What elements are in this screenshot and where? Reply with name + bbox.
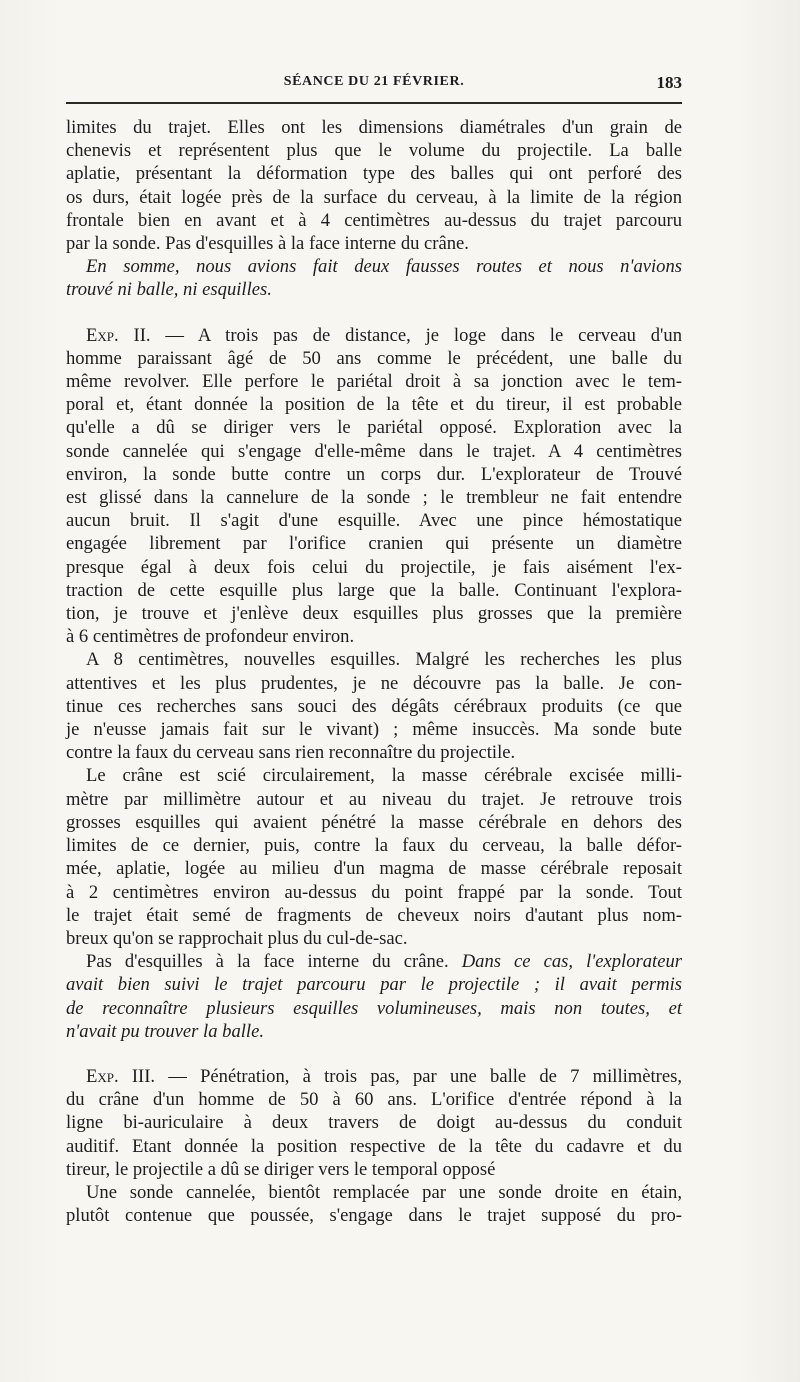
text-line: tion, je trouve et j'enlève deux esquilles plus grosses que la première: [66, 603, 682, 625]
text-line: limites de ce dernier, puis, contre la faux du cerveau, la balle défor-: [66, 835, 682, 857]
body-text: [66, 116, 682, 1227]
text-line: sonde cannelée qui s'engage d'elle-même dans le trajet. A 4 centimètres: [66, 440, 682, 462]
italic-line: avait bien suivi le trajet parcouru par le projectile ; il avait permis: [66, 974, 682, 996]
text-line: ligne bi-auriculaire à deux travers de doigt au-dessus du conduit: [66, 1112, 682, 1134]
text-line: environ, la sonde butte contre un corps dur. L'explorateur de Trouvé: [66, 463, 682, 485]
text-line: est glissé dans la cannelure de la sonde ; le trembleur ne fait entendre: [66, 487, 682, 509]
text-line: homme paraissant âgé de 50 ans comme le précédent, une balle du: [66, 347, 682, 369]
text-line: poral et, étant donnée la position de la tête et du tireur, il est probable: [66, 394, 682, 416]
conclusion-line: En somme, nous avions fait deux fausses routes et nous n'avions: [86, 256, 682, 278]
running-head: SÉANCE DU 21 FÉVRIER.: [283, 74, 465, 89]
text-line: Une sonde cannelée, bientôt remplacée par une sonde droite en étain,: [86, 1181, 682, 1203]
text-line: du crâne d'un homme de 50 à 60 ans. L'orifice d'entrée répond à la: [66, 1089, 682, 1111]
text-line: plutôt contenue que poussée, s'engage dans le trajet supposé du pro-: [66, 1205, 682, 1227]
italic-line: de reconnaître plusieurs esquilles volumineuses, mais non toutes, et: [66, 997, 682, 1019]
text-line: mée, aplatie, logée au milieu d'un magma de masse cérébrale reposait: [66, 858, 682, 880]
text-line: limites du trajet. Elles ont les dimensions diamétrales d'un grain de: [66, 117, 682, 138]
text-line: chenevis et représentent plus que le volume du projectile. La balle: [66, 140, 682, 162]
text-line: Le crâne est scié circulairement, la masse cérébrale excisée milli-: [86, 765, 682, 787]
text-line: le trajet était semé de fragments de cheveux noirs d'autant plus nom-: [66, 904, 682, 926]
text-line: attentives et les plus prudentes, je ne découvre pas la balle. Je con-: [66, 672, 682, 694]
text-line: A 8 centimètres, nouvelles esquilles. Malgré les recherches les plus: [86, 649, 682, 671]
text-line: breux qu'on se rapprochait plus du cul-de-sac.: [66, 927, 408, 949]
section-gap: [66, 302, 682, 324]
text-line: contre la faux du cerveau sans rien reconnaître du projectile.: [66, 742, 516, 764]
text-line: traction de cette esquille plus large que la balle. Continuant l'explora-: [66, 579, 682, 601]
text-line: je n'eusse jamais fait sur le vivant) ; même insuccès. Ma sonde bute: [66, 719, 682, 741]
text-line: mètre par millimètre autour et au niveau du trajet. Je retrouve trois: [66, 788, 682, 810]
text-line: grosses esquilles qui avaient pénétré la masse cérébrale en dehors des: [66, 811, 682, 833]
exp3-first-line: [66, 1065, 682, 1088]
para4-italic-text: Dans ce cas, l'explorateur: [461, 951, 682, 973]
exp3-first-line-text: — Pénétration, à trois pas, par une balle de 7 millimètres,: [155, 1065, 682, 1087]
text-line: par la sonde. Pas d'esquilles à la face interne du crâne.: [66, 233, 469, 255]
text-line: tinue ces recherches sans souci des dégâts cérébraux produits (ce que: [66, 695, 682, 717]
header-rule: [66, 102, 682, 104]
text-line: à 6 centimètres de profondeur environ.: [66, 626, 355, 648]
text-line: aplatie, présentant la déformation type des balles qui ont perforé des: [66, 163, 682, 185]
exp2-label: Exp. II.: [86, 324, 151, 346]
text-line: presque égal à deux fois celui du projectile, je fais aisément l'ex-: [66, 556, 682, 578]
page-header: [66, 74, 682, 100]
text-line: os durs, était logée près de la surface du cerveau, à la limite de la région: [66, 186, 682, 208]
exp2-para4-first-line: [66, 950, 682, 973]
text-line: qu'elle a dû se diriger vers le pariétal opposé. Exploration avec la: [66, 417, 682, 439]
italic-line: n'avait pu trouver la balle.: [66, 1020, 264, 1042]
text-line: tireur, le projectile a dû se diriger vers le temporal opposé: [66, 1158, 496, 1180]
page-number: 183: [656, 73, 682, 92]
text-line: à 2 centimètres environ au-dessus du point frappé par la sonde. Tout: [66, 881, 682, 903]
exp3-label: Exp. III.: [86, 1065, 156, 1087]
conclusion-line: trouvé ni balle, ni esquilles.: [66, 279, 272, 301]
section-gap: [66, 1043, 682, 1065]
text-line: aucun bruit. Il s'agit d'une esquille. Avec une pince hémostatique: [66, 510, 682, 532]
text-line: engagée librement par l'orifice cranien qui présente un diamètre: [66, 533, 682, 555]
text-line: même revolver. Elle perfore le pariétal droit à sa jonction avec le tem-: [66, 371, 682, 393]
exp2-first-line-text: — A trois pas de distance, je loge dans le cerveau d'un: [150, 324, 682, 346]
text-line: auditif. Etant donnée la position respective de la tête du cadavre et du: [66, 1135, 682, 1157]
para4-text: Pas d'esquilles à la face interne du crâne.: [86, 951, 462, 973]
exp2-first-line: [66, 324, 682, 347]
text-line: frontale bien en avant et à 4 centimètres au-dessus du trajet parcouru: [66, 209, 682, 231]
